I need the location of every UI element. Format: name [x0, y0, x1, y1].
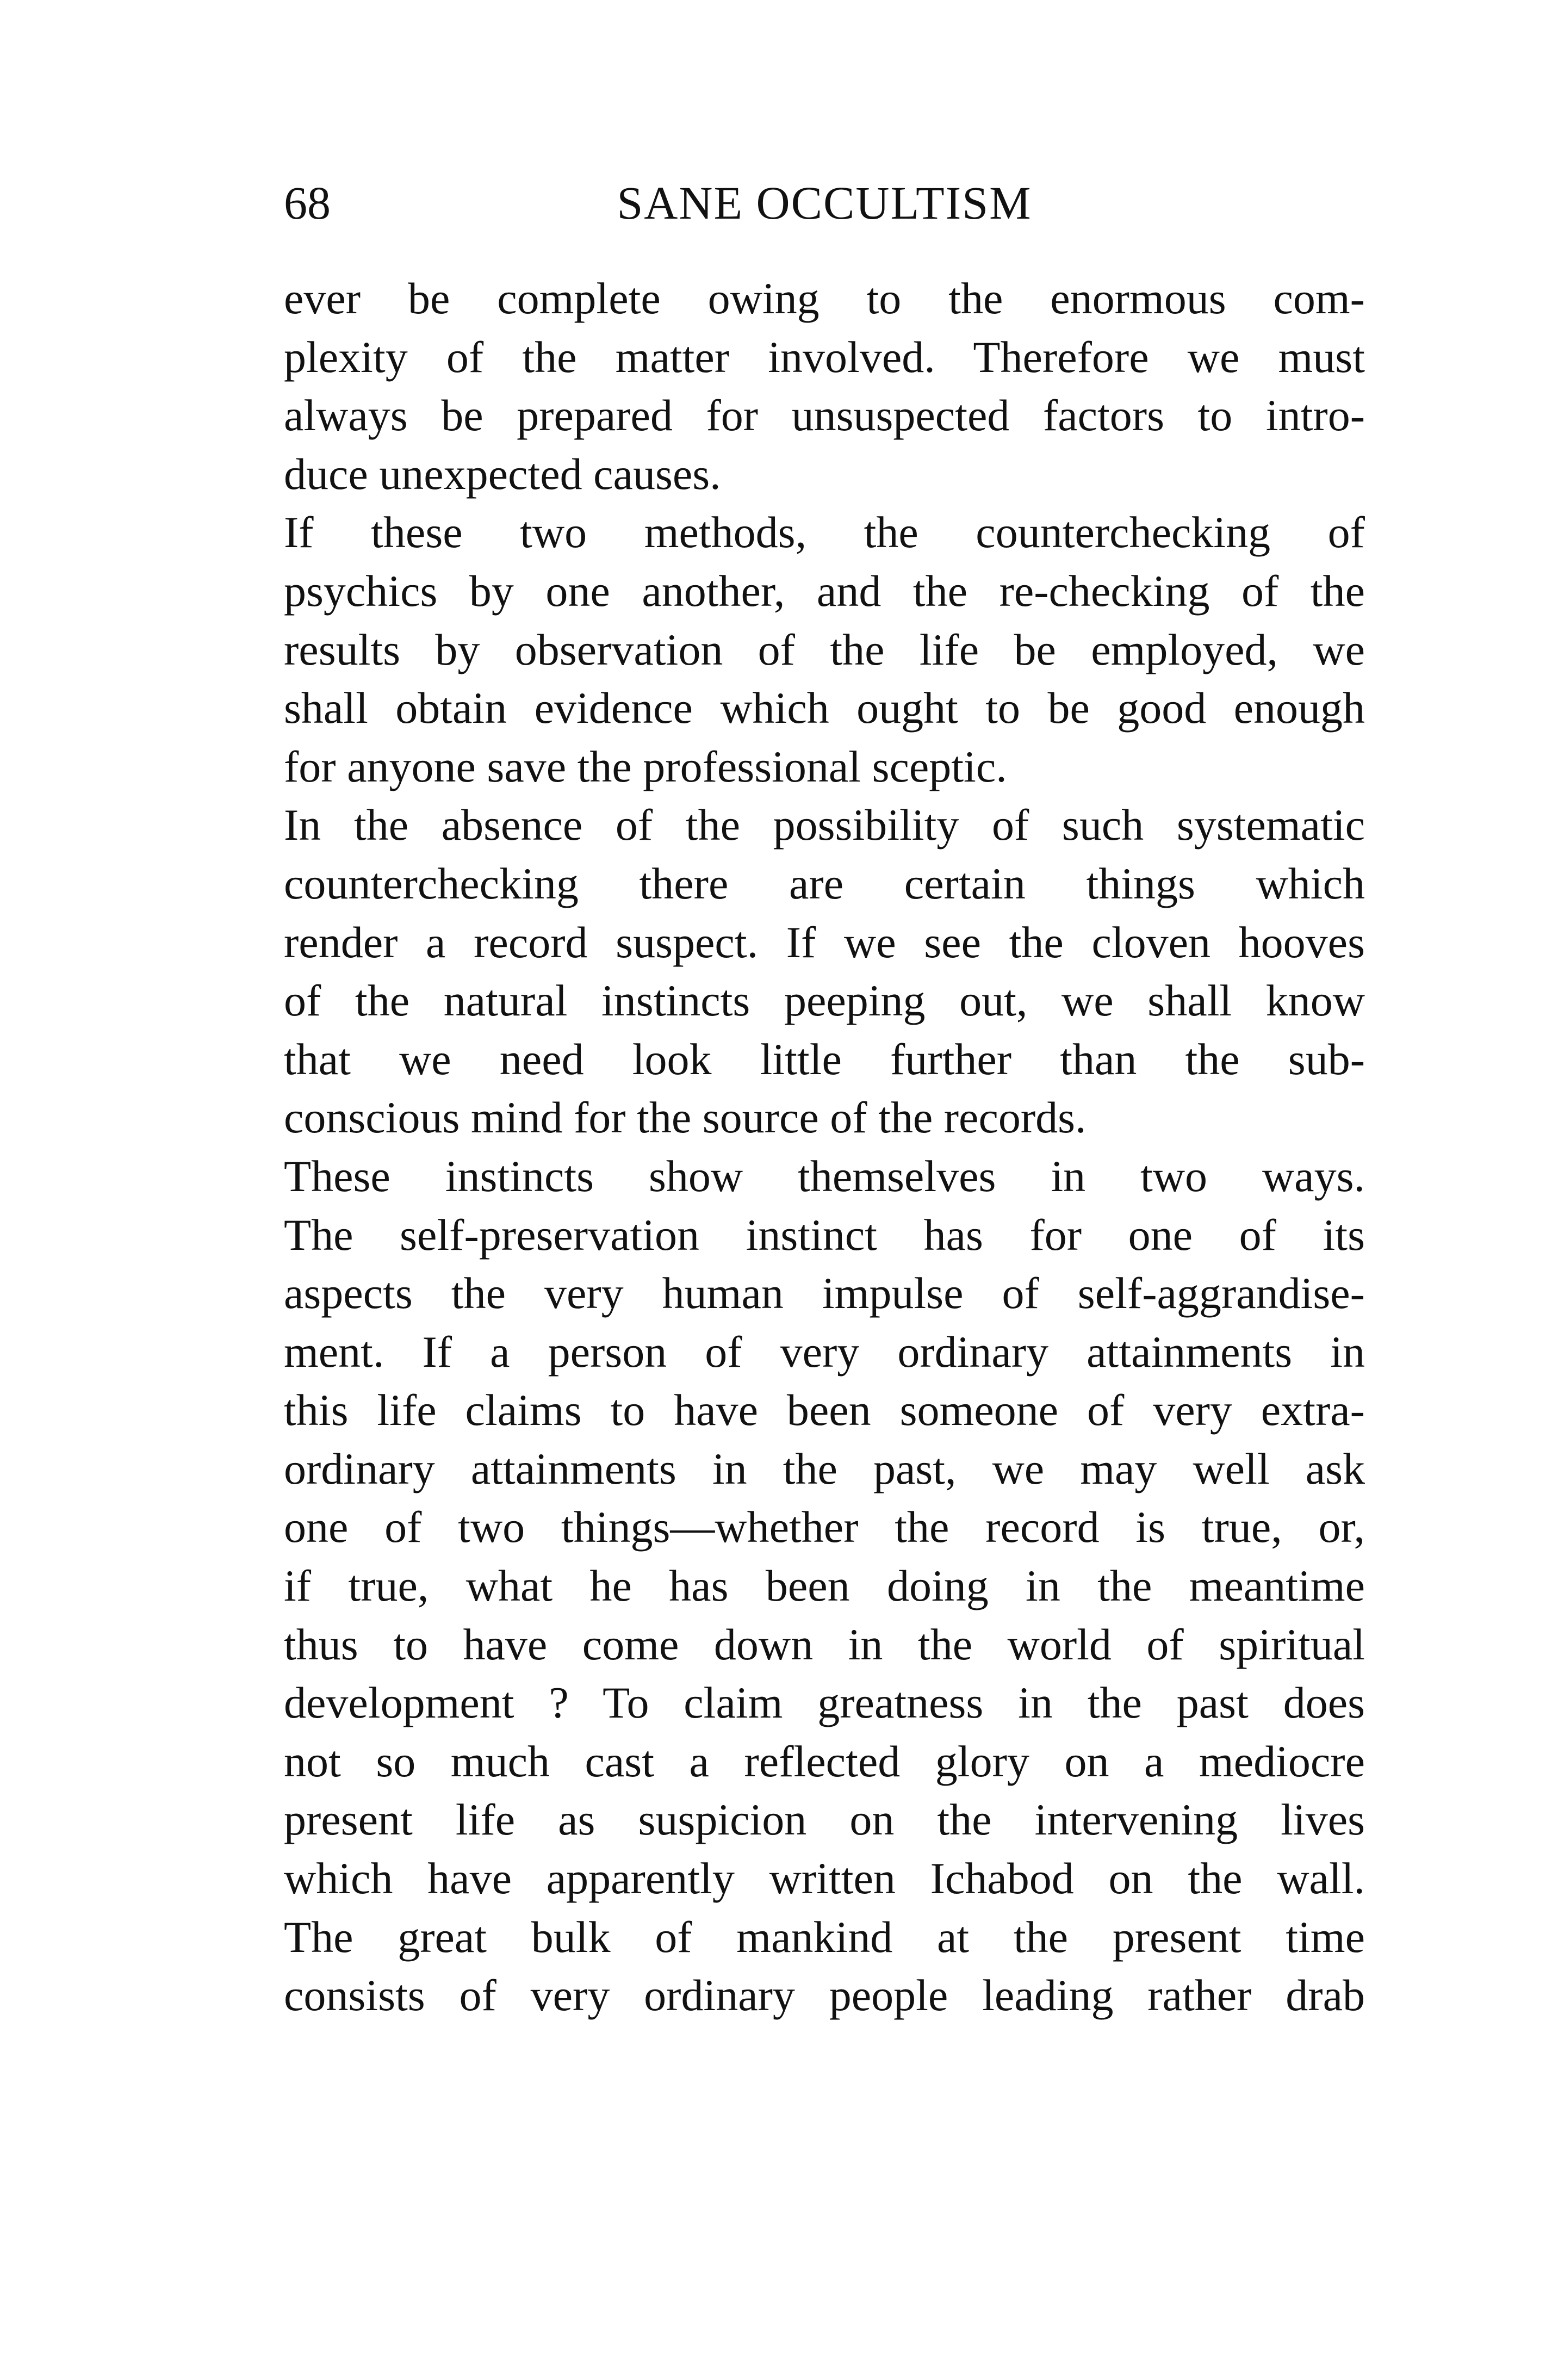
text-line: development ? To claim greatness in the past does — [284, 1678, 1365, 1728]
text-line: ment. If a person of very ordinary attainments in — [284, 1327, 1365, 1377]
text-line: of the natural instincts peeping out, we shall know — [284, 976, 1365, 1026]
text-line: plexity of the matter involved. Therefore we must — [284, 332, 1365, 382]
text-line: In the absence of the possibility of such systematic — [284, 800, 1365, 850]
text-line: this life claims to have been someone of very extra- — [284, 1385, 1365, 1435]
text-line: ever be complete owing to the enormous com- — [284, 274, 1365, 323]
text-line: counterchecking there are certain things which — [284, 858, 1365, 908]
text-line: thus to have come down in the world of spiritual — [284, 1619, 1365, 1669]
text-line: present life as suspicion on the intervening lives — [284, 1795, 1365, 1845]
text-line: conscious mind for the source of the records. — [284, 1093, 1087, 1143]
text-line: which have apparently written Ichabod on the wall. — [284, 1854, 1365, 1904]
text-line: for anyone save the professional sceptic. — [284, 741, 1007, 791]
body-text — [284, 269, 1365, 2025]
page-number: 68 — [284, 177, 331, 229]
text-line: results by observation of the life be employed, we — [284, 624, 1365, 674]
text-line: These instincts show themselves in two ways. — [284, 1151, 1365, 1201]
text-line: render a record suspect. If we see the cloven hooves — [284, 917, 1365, 967]
text-line: duce unexpected causes. — [284, 449, 721, 499]
text-line: If these two methods, the counterchecking of — [284, 507, 1365, 557]
text-line: shall obtain evidence which ought to be good enough — [284, 683, 1365, 733]
running-title: SANE OCCULTISM — [617, 177, 1032, 229]
text-line: The self-preservation instinct has for one of its — [284, 1210, 1365, 1260]
text-line: that we need look little further than the sub- — [284, 1034, 1365, 1084]
text-line: if true, what he has been doing in the meantime — [284, 1561, 1365, 1611]
text-line: The great bulk of mankind at the present time — [284, 1912, 1365, 1962]
text-line: psychics by one another, and the re-checking of the — [284, 566, 1365, 616]
text-line: not so much cast a reflected glory on a mediocre — [284, 1736, 1365, 1786]
text-line: consists of very ordinary people leading rather drab — [284, 1970, 1365, 2020]
text-line: ordinary attainments in the past, we may well ask — [284, 1443, 1365, 1493]
text-line: one of two things—whether the record is true, or, — [284, 1502, 1365, 1552]
running-head — [284, 173, 1365, 233]
text-line: always be prepared for unsuspected factors to intro- — [284, 391, 1365, 441]
text-line: aspects the very human impulse of self-aggrandise- — [284, 1268, 1365, 1318]
